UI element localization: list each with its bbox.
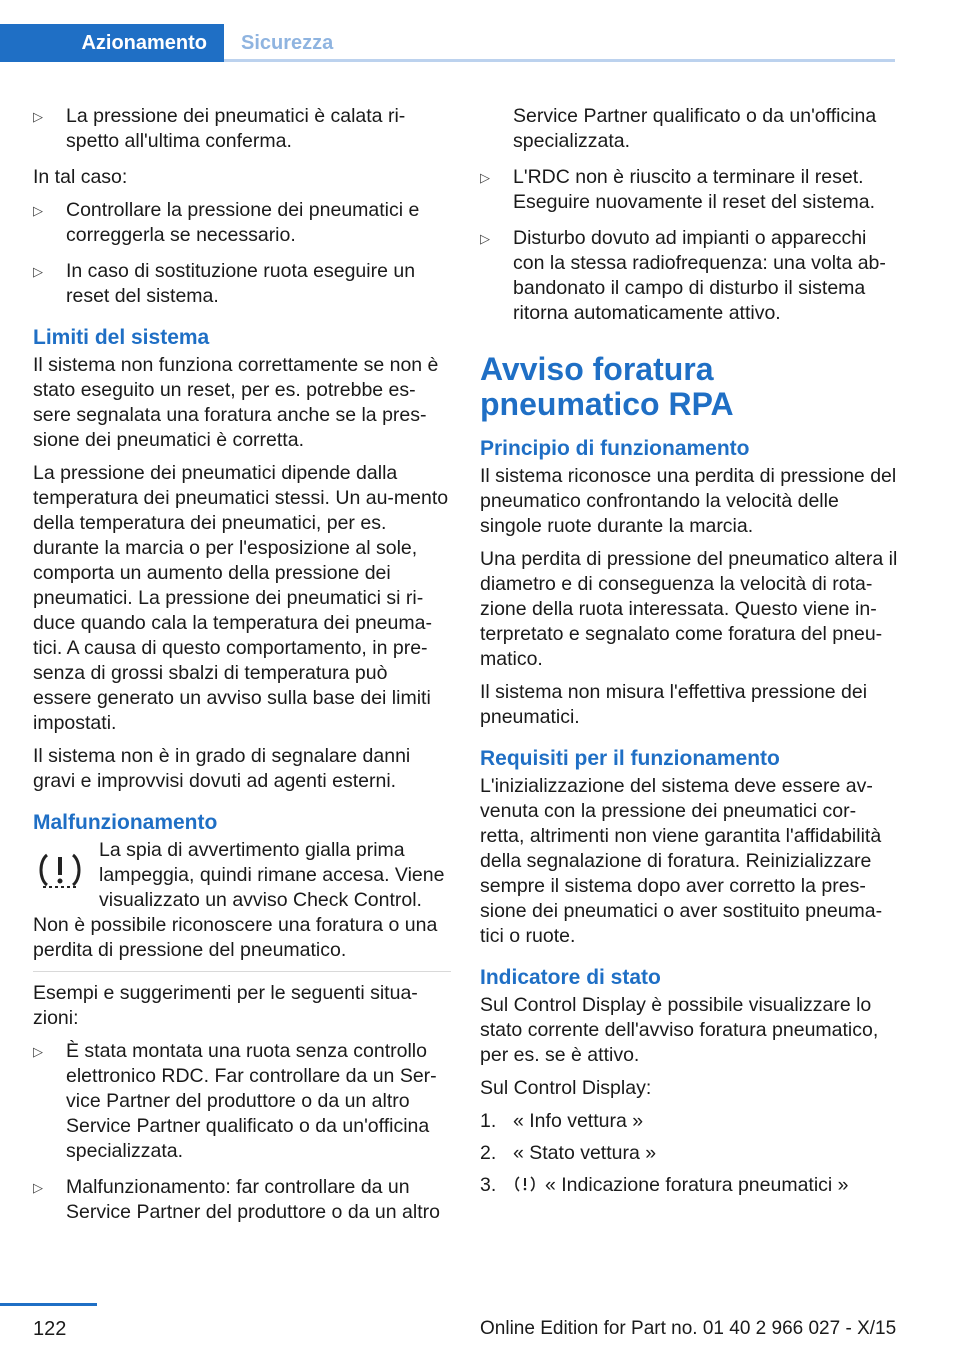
paragraph-requisiti: L'inizializzazione del sistema deve essere av-venuta con la pressione dei pneumatici cor-retta, altrimenti non viene garantita l'affidabilità della segnalazione di foratura. Reinizializzare sempre il sistema dopo aver corretto la pres-sione dei pneumatici o aver sostituito pneuma-tici o ruote. [480, 775, 883, 947]
paragraph-in-tal-caso: In tal caso: [33, 166, 128, 188]
heading-requisiti: Requisiti per il funzionamento [480, 747, 780, 770]
bullet-check-pressure: ▷ Controllare la pressione dei pneumatici e correggerla se necessario. [33, 198, 451, 248]
step-text: « Info vettura » [513, 1110, 644, 1132]
paragraph-principio-2: Una perdita di pressione del pneumatico altera il diametro e di conseguenza la velocità di rota-zione della ruota interessata. Questo viene in-terpretato e segnalato come foratura del pneu-matico. [480, 548, 898, 670]
page-header [0, 0, 895, 62]
bullet-malfunction: ▷ Malfunzionamento: far controllare da un Service Partner del produttore o da un altro [33, 1175, 451, 1225]
tire-pressure-icon [513, 1175, 537, 1193]
heading-limiti-sistema: Limiti del sistema [33, 326, 210, 349]
paragraph-malf-2: Esempi e suggerimenti per le seguenti situa-zioni: [33, 982, 418, 1029]
step-number: 1. [480, 1110, 497, 1132]
paragraph-malf-1: Non è possibile riconoscere una foratura o una perdita di pressione del pneumatico. [33, 914, 438, 961]
step-number: 3. [480, 1174, 497, 1196]
bullet-continued: Service Partner qualificato o da un'officina specializzata. [513, 105, 877, 152]
step-1 [480, 1109, 898, 1134]
heading-avviso-foratura: Avviso foratura pneumatico RPA [480, 351, 734, 422]
tire-pressure-warning-icon [33, 843, 87, 897]
warning-block [33, 838, 451, 913]
paragraph-limiti-3: Il sistema non è in grado di segnalare danni gravi e improvvisi dovuti ad agenti esterni. [33, 745, 411, 792]
paragraph-indicatore-1: Sul Control Display è possibile visualizzare lo stato corrente dell'avviso foratura pneumatico, per es. se è attivo. [480, 994, 879, 1066]
step-2 [480, 1141, 898, 1166]
heading-malfunzionamento: Malfunzionamento [33, 811, 218, 834]
step-3 [480, 1173, 898, 1198]
paragraph-limiti-1: Il sistema non funziona correttamente se non è stato eseguito un reset, per es. potrebbe es-sere segnalata una foratura anche se la pres-sione dei pneumatici è corretta. [33, 354, 439, 451]
bullet-wheel-no-rdc: ▷ È stata montata una ruota senza controllo elettronico RDC. Far controllare da un Ser-vice Partner del produttore o da un altro Service Partner qualificato o da un'officina specializzata. [33, 1039, 451, 1164]
step-number: 2. [480, 1142, 497, 1164]
step-text: « Indicazione foratura pneumatici » [545, 1174, 849, 1196]
left-column [33, 104, 451, 1236]
paragraph-indicatore-2: Sul Control Display: [480, 1077, 652, 1099]
page-number: 122 [33, 1318, 67, 1340]
footer-rule [0, 1303, 97, 1306]
bullet-pressure-dropped: ▷ La pressione dei pneumatici è calata ri- spetto all'ultima conferma. [33, 104, 451, 154]
heading-principio: Principio di funzionamento [480, 437, 750, 460]
paragraph-principio-1: Il sistema riconosce una perdita di pressione del pneumatico confrontando la velocità delle singole ruote durante la marcia. [480, 465, 897, 537]
step-text: « Stato vettura » [513, 1142, 657, 1164]
section-tab-active: Azionamento [0, 24, 224, 62]
warning-text: La spia di avvertimento gialla prima lampeggia, quindi rimane accesa. Viene visualizzato un avviso Check Control. [99, 839, 445, 911]
right-column [480, 104, 898, 1205]
section-tab-inactive: Sicurezza [241, 31, 334, 54]
edition-text: Online Edition for Part no. 01 40 2 966 027 - X/15 [480, 1318, 897, 1339]
bullet-wheel-change: ▷ In caso di sostituzione ruota eseguire un reset del sistema. [33, 259, 451, 309]
paragraph-principio-3: Il sistema non misura l'effettiva pressione dei pneumatici. [480, 681, 868, 728]
paragraph-limiti-2: La pressione dei pneumatici dipende dalla temperatura dei pneumatici stessi. Un au-mento della temperatura dei pneumatici, per es. durante la marcia o per l'esposizione al sole, comporta un aumento della pressione dei pneumatici. La pressione dei pneumatici si ri-duce quando cala la temperatura dei pneuma-tici. A causa di questo comportamento, in pre-senza di grossi sbalzi di temperatura può essere generato un avviso sulla base dei limiti impostati. [33, 462, 449, 734]
separator [33, 971, 451, 972]
bullet-reset-failed: ▷ L'RDC non è riuscito a terminare il reset. Eseguire nuovamente il reset del sistema. [480, 165, 898, 215]
bullet-interference: ▷ Disturbo dovuto ad impianti o apparecchi con la stessa radiofrequenza: una volta ab-bandonato il campo di disturbo il sistema ritorna automaticamente attivo. [480, 226, 898, 326]
heading-indicatore: Indicatore di stato [480, 966, 661, 989]
header-rule [224, 59, 895, 62]
